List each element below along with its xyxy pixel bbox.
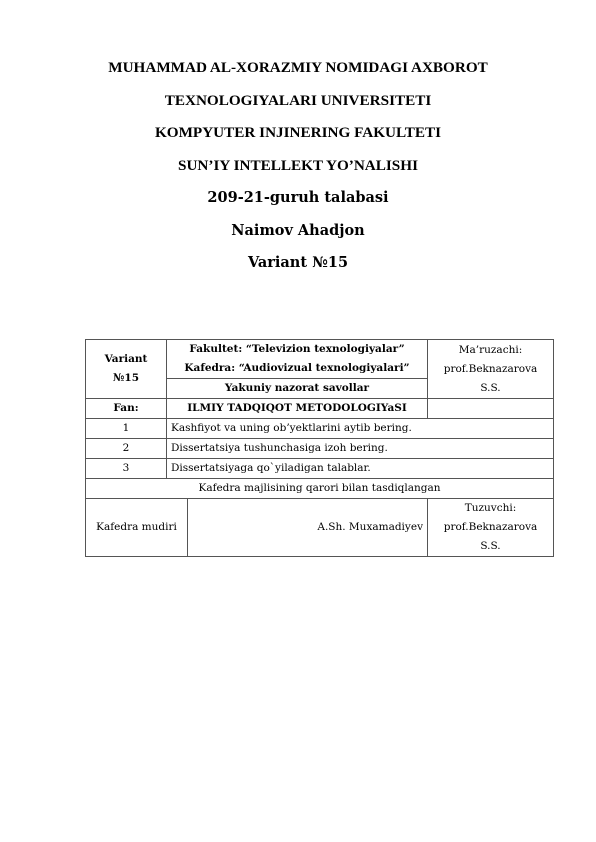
variant-number: №15 <box>112 372 140 384</box>
university-title-line-2: TEXNOLOGIYALARI UNIVERSITETI <box>164 91 432 109</box>
approval-note: Kafedra majlisining qarori bilan tasdiqlangan <box>86 479 554 499</box>
question-number: 3 <box>86 459 167 479</box>
table-row <box>86 439 554 459</box>
head-name: A.Sh. Muxamadiyev <box>188 499 428 557</box>
student-name: Naimov Ahadjon <box>231 221 365 239</box>
subject-empty-cell <box>428 399 554 419</box>
exam-title: Yakuniy nazorat savollar <box>224 382 370 394</box>
table-row <box>86 419 554 439</box>
question-text: Dissertatsiyaga qo`yiladigan talablar. <box>167 459 554 479</box>
compiler-cell <box>428 499 554 557</box>
faculty-title: KOMPYUTER INJINERING FAKULTETI <box>154 124 442 141</box>
question-text: Dissertatsiya tushunchasiga izoh bering. <box>167 439 554 459</box>
faculty-name: Fakultet: “Televizion texnologiyalar” <box>189 343 405 355</box>
document-header <box>0 52 596 280</box>
group-title: 209-21-guruh talabasi <box>207 189 389 206</box>
compiler-initials: S.S. <box>480 540 501 552</box>
department-name: Kafedra: “Audiovizual texnologiyalari” <box>184 362 410 374</box>
lecturer-initials: S.S. <box>480 381 501 394</box>
variant-cell <box>86 340 167 399</box>
question-number: 2 <box>86 439 167 459</box>
question-text: Kashfiyot va uning ob’yektlarini aytib bering. <box>167 419 554 439</box>
lecturer-name: prof.Beknazarova <box>443 362 538 375</box>
variant-title: Variant №15 <box>247 254 349 271</box>
lecturer-cell <box>428 340 554 399</box>
faculty-cell <box>167 340 428 399</box>
head-label: Kafedra mudiri <box>86 499 188 557</box>
university-title-line-1: MUHAMMAD AL-XORAZMIY NOMIDAGI AXBOROT <box>108 59 488 76</box>
direction-title: SUN’IY INTELLEKT YO’NALISHI <box>178 156 418 174</box>
variant-label: Variant <box>104 353 148 365</box>
compiler-name: prof.Beknazarova <box>443 521 538 533</box>
table-row <box>86 459 554 479</box>
subject-name: ILMIY TADQIQOT METODOLOGIYaSI <box>167 399 428 419</box>
exam-ticket-table <box>85 339 554 557</box>
question-number: 1 <box>86 419 167 439</box>
lecturer-label: Ma’ruzachi: <box>458 343 523 356</box>
compiler-label: Tuzuvchi: <box>464 502 517 514</box>
subject-label: Fan: <box>86 399 167 419</box>
